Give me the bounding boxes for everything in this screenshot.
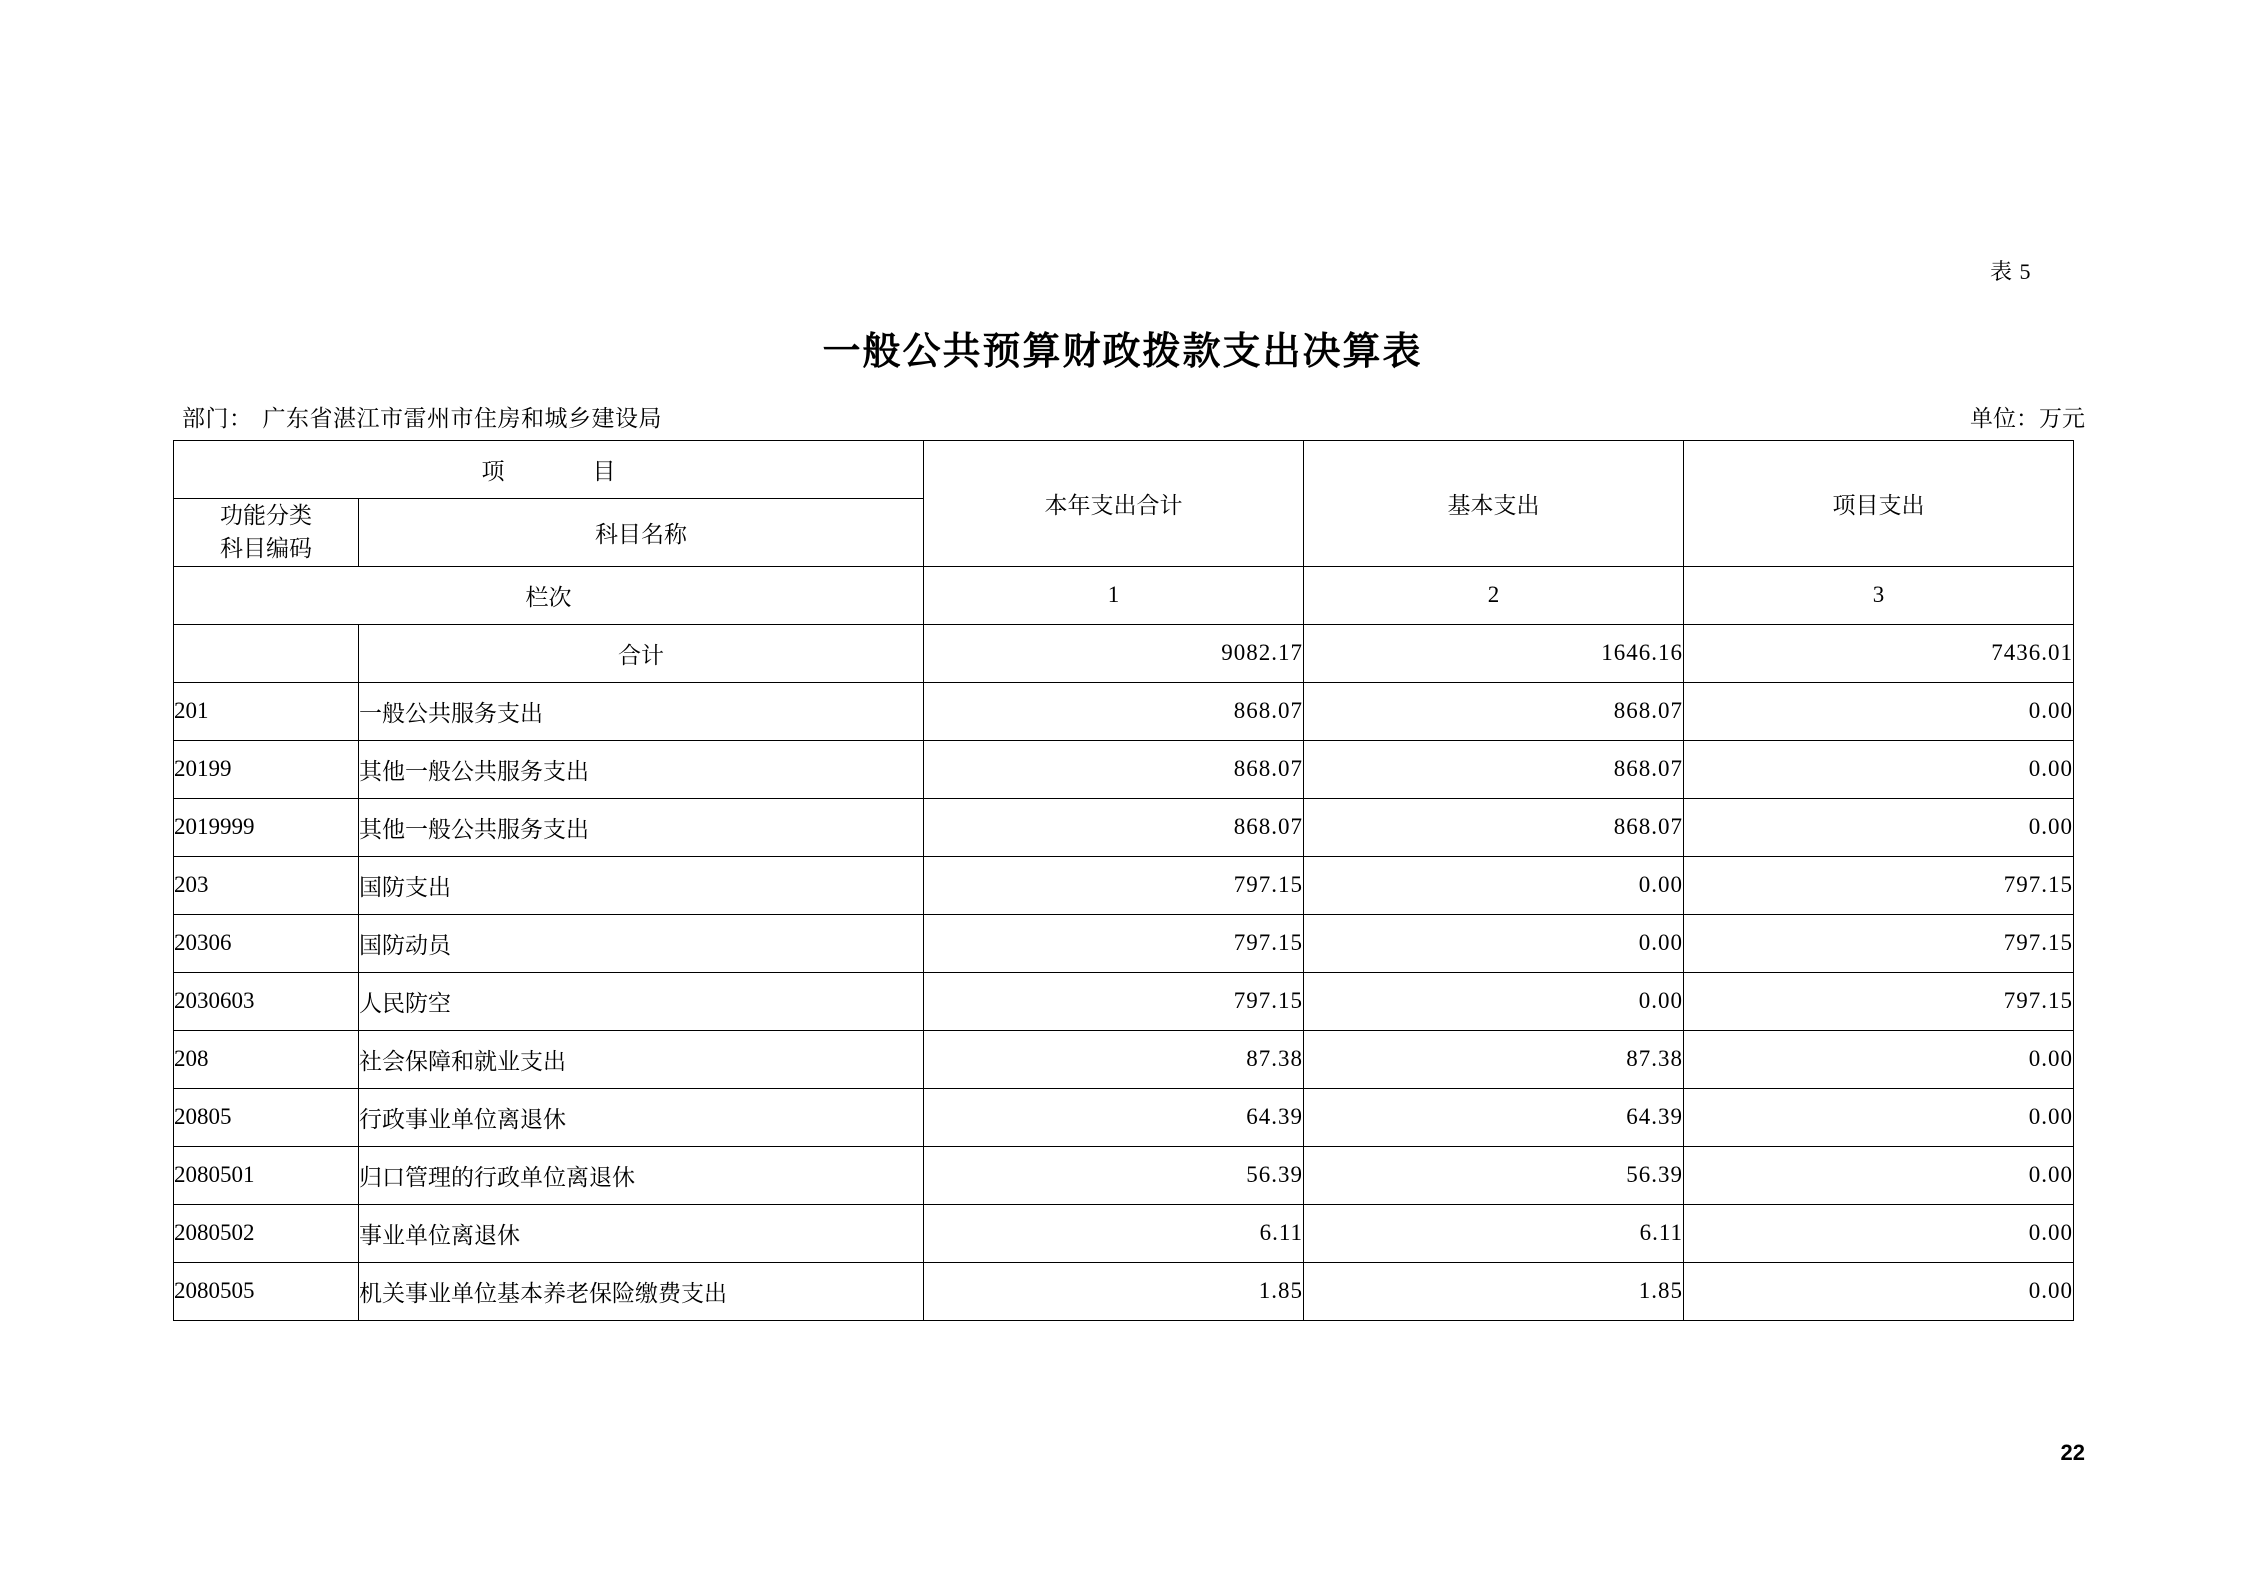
- cell-code: 2080501: [174, 1146, 359, 1204]
- cell-name: 其他一般公共服务支出: [359, 740, 924, 798]
- cell-code: 2080502: [174, 1204, 359, 1262]
- page-title: 一般公共预算财政拨款支出决算表: [822, 331, 1423, 373]
- cell-name: 国防支出: [359, 856, 924, 914]
- cell-project: 0.00: [1684, 1204, 2074, 1262]
- table-row: [174, 1030, 2074, 1088]
- cell-basic: 56.39: [1304, 1146, 1684, 1204]
- cell-code: 208: [174, 1030, 359, 1088]
- header-subject-name: 科目名称: [359, 499, 924, 567]
- cell-basic: 1646.16: [1304, 624, 1684, 682]
- cell-basic: 64.39: [1304, 1088, 1684, 1146]
- cell-code: 2080505: [174, 1262, 359, 1320]
- cell-basic: 868.07: [1304, 682, 1684, 740]
- table-row: [174, 972, 2074, 1030]
- column-index-2: 2: [1304, 566, 1684, 624]
- cell-project: 0.00: [1684, 740, 2074, 798]
- table-column-index-row: [174, 566, 2074, 624]
- cell-project: 797.15: [1684, 972, 2074, 1030]
- department-value: 广东省湛江市雷州市住房和城乡建设局: [262, 406, 662, 431]
- cell-basic: 0.00: [1304, 914, 1684, 972]
- cell-total: 1.85: [924, 1262, 1304, 1320]
- cell-name: 人民防空: [359, 972, 924, 1030]
- cell-project: 797.15: [1684, 914, 2074, 972]
- cell-code: 2019999: [174, 798, 359, 856]
- cell-name: 机关事业单位基本养老保险缴费支出: [359, 1262, 924, 1320]
- cell-code: 20805: [174, 1088, 359, 1146]
- table-row: [174, 1088, 2074, 1146]
- cell-basic: 868.07: [1304, 740, 1684, 798]
- table-row: [174, 1146, 2074, 1204]
- cell-project: 7436.01: [1684, 624, 2074, 682]
- cell-total: 797.15: [924, 914, 1304, 972]
- cell-total: 6.11: [924, 1204, 1304, 1262]
- cell-total: 56.39: [924, 1146, 1304, 1204]
- table-row: [174, 740, 2074, 798]
- cell-project: 797.15: [1684, 856, 2074, 914]
- cell-code: 20199: [174, 740, 359, 798]
- cell-name: 事业单位离退休: [359, 1204, 924, 1262]
- cell-name: 其他一般公共服务支出: [359, 798, 924, 856]
- cell-basic: 1.85: [1304, 1262, 1684, 1320]
- cell-basic: 0.00: [1304, 972, 1684, 1030]
- column-index-1: 1: [924, 566, 1304, 624]
- cell-total: 868.07: [924, 740, 1304, 798]
- cell-name: 一般公共服务支出: [359, 682, 924, 740]
- cell-total: 868.07: [924, 682, 1304, 740]
- header-function-code-line2: 科目编码: [220, 536, 312, 562]
- cell-name: 国防动员: [359, 914, 924, 972]
- cell-total: 87.38: [924, 1030, 1304, 1088]
- cell-project: 0.00: [1684, 798, 2074, 856]
- cell-code: [174, 624, 359, 682]
- cell-project: 0.00: [1684, 682, 2074, 740]
- header-item-group: 项 目: [174, 441, 924, 499]
- cell-project: 0.00: [1684, 1030, 2074, 1088]
- cell-basic: 0.00: [1304, 856, 1684, 914]
- header-function-code-line1: 功能分类: [220, 503, 312, 528]
- header-project: 项目支出: [1684, 441, 2074, 567]
- cell-total: 9082.17: [924, 624, 1304, 682]
- table-row: [174, 856, 2074, 914]
- cell-code: 203: [174, 856, 359, 914]
- cell-project: 0.00: [1684, 1262, 2074, 1320]
- header-basic: 基本支出: [1304, 441, 1684, 567]
- department-label: 部门：: [182, 406, 253, 431]
- table-row: [174, 798, 2074, 856]
- cell-project: 0.00: [1684, 1146, 2074, 1204]
- column-index-3: 3: [1684, 566, 2074, 624]
- table-row: [174, 1204, 2074, 1262]
- table-row: [174, 624, 2074, 682]
- cell-code: 20306: [174, 914, 359, 972]
- page-number: 22: [2060, 1440, 2085, 1465]
- unit-note: 单位：万元: [1970, 406, 2085, 431]
- cell-basic: 87.38: [1304, 1030, 1684, 1088]
- table-row: [174, 914, 2074, 972]
- table-label: 表 5: [1990, 259, 2032, 284]
- cell-basic: 868.07: [1304, 798, 1684, 856]
- cell-name: 社会保障和就业支出: [359, 1030, 924, 1088]
- header-total: 本年支出合计: [924, 441, 1304, 567]
- cell-name: 行政事业单位离退休: [359, 1088, 924, 1146]
- table-row: [174, 1262, 2074, 1320]
- cell-name: 合计: [359, 624, 924, 682]
- cell-total: 868.07: [924, 798, 1304, 856]
- cell-project: 0.00: [1684, 1088, 2074, 1146]
- department-line: [182, 400, 662, 433]
- cell-total: 797.15: [924, 856, 1304, 914]
- cell-total: 64.39: [924, 1088, 1304, 1146]
- cell-code: 201: [174, 682, 359, 740]
- cell-code: 2030603: [174, 972, 359, 1030]
- cell-basic: 6.11: [1304, 1204, 1684, 1262]
- header-function-code: [174, 499, 359, 567]
- table-row: [174, 682, 2074, 740]
- column-index-label: 栏次: [174, 566, 924, 624]
- budget-table: [173, 440, 2074, 1321]
- cell-total: 797.15: [924, 972, 1304, 1030]
- table-header-row-1: [174, 441, 2074, 499]
- cell-name: 归口管理的行政单位离退休: [359, 1146, 924, 1204]
